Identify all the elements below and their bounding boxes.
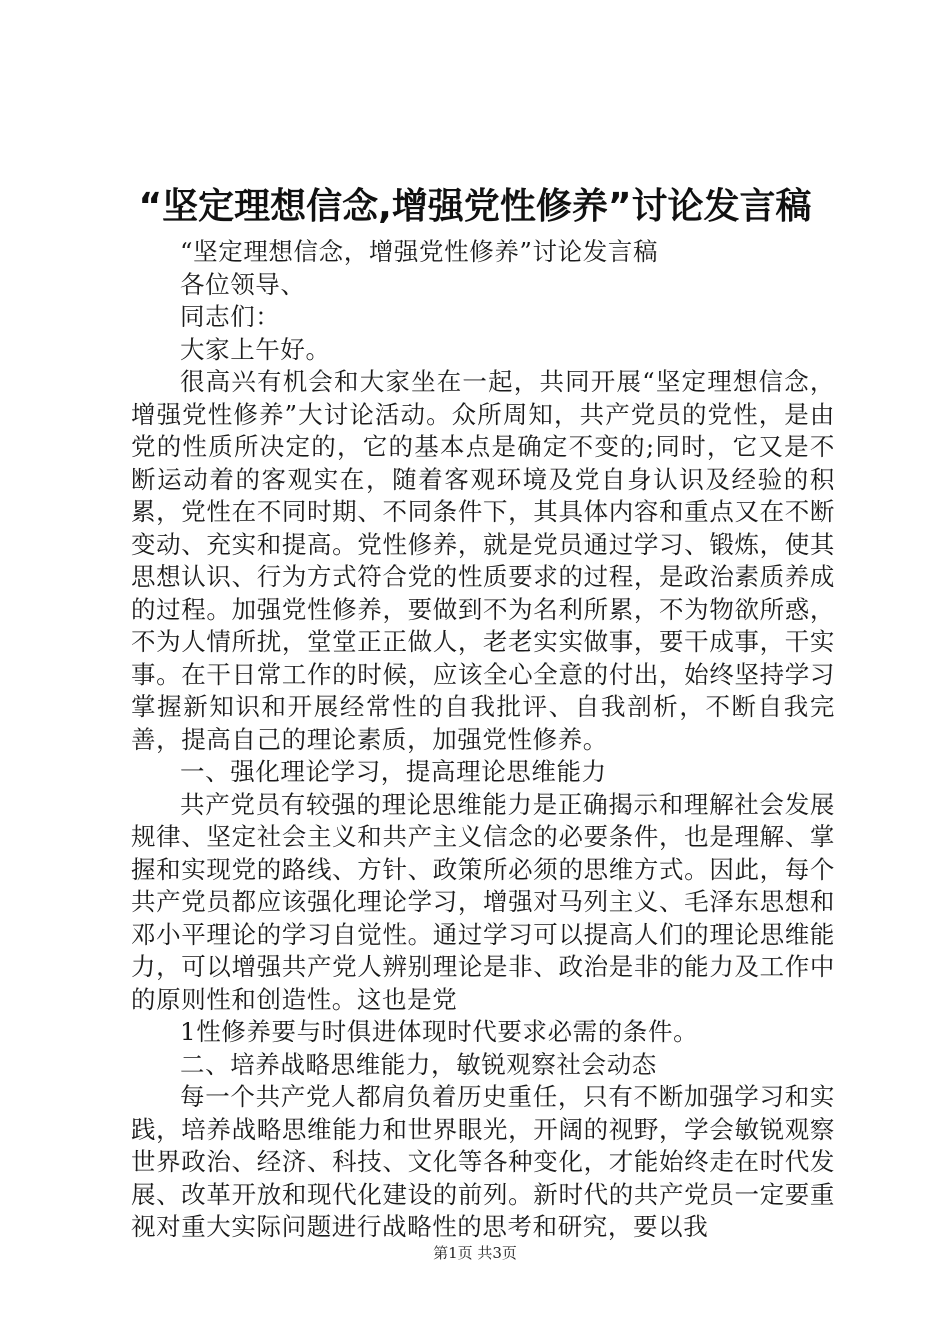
body-paragraph: 很高兴有机会和大家坐在一起，共同开展“坚定理想信念，增强党性修养”大讨论活动。众所周知，共产党员的党性，是由党的性质所决定的，它的基本点是确定不变的;同时，它又是不断运动着的客观实在，随着客观环境及党自身认识及经验的积累，党性在不同时期、不同条件下，其具体内容和重点又在不断变动、充实和提高。党性修养，就是党员通过学习、锻炼，使其思想认识、行为方式符合党的性质要求的过程，是政治素质养成的过程。加强党性修养，要做到不为名利所累，不为物欲所惑，不为人情所扰，堂堂正正做人，老老实实做事，要干成事，干实事。在干日常工作的时候，应该全心全意的付出，始终坚持学习掌握新知识和开展经常性的自我批评、自我剖析，不断自我完善，提高自己的理论素质，加强党性修养。 [131, 367, 835, 754]
document-body [131, 236, 835, 1244]
salutation-line: 同志们： [180, 302, 281, 331]
page-footer: 第1页 共3页 [433, 1244, 517, 1262]
body-paragraph: 1性修养要与时俱进体现时代要求必需的条件。 [180, 1017, 699, 1046]
section-heading: 一、强化理论学习，提高理论思维能力 [180, 757, 607, 786]
greeting-line: 大家上午好。 [180, 334, 331, 364]
document-title: “坚定理想信念,增强党性修养”讨论发言稿 [138, 186, 812, 227]
body-paragraph: 共产党员有较强的理论思维能力是正确揭示和理解社会发展规律、坚定社会主义和共产主义信念的必要条件，也是理解、掌握和实现党的路线、方针、政策所必须的思维方式。因此，每个共产党员都应该强化理论学习，增强对马列主义、毛泽东思想和邓小平理论的学习自觉性。通过学习可以提高人们的理论思维能力，可以增强共产党人辨别理论是非、政治是非的能力及工作中的原则性和创造性。这也是党 [131, 789, 835, 1014]
body-paragraph: 每一个共产党人都肩负着历史重任，只有不断加强学习和实践，培养战略思维能力和世界眼光，开阔的视野，学会敏锐观察世界政治、经济、科技、文化等各种变化，才能始终走在时代发展、改革开放和现代化建设的前列。新时代的共产党员一定要重视对重大实际问题进行战略性的思考和研究，要以我 [131, 1082, 835, 1241]
section-heading: 二、培养战略思维能力，敏锐观察社会动态 [180, 1049, 657, 1079]
subtitle-line: “坚定理想信念，增强党性修养”讨论发言稿 [180, 237, 659, 266]
salutation-line: 各位领导、 [180, 269, 306, 299]
